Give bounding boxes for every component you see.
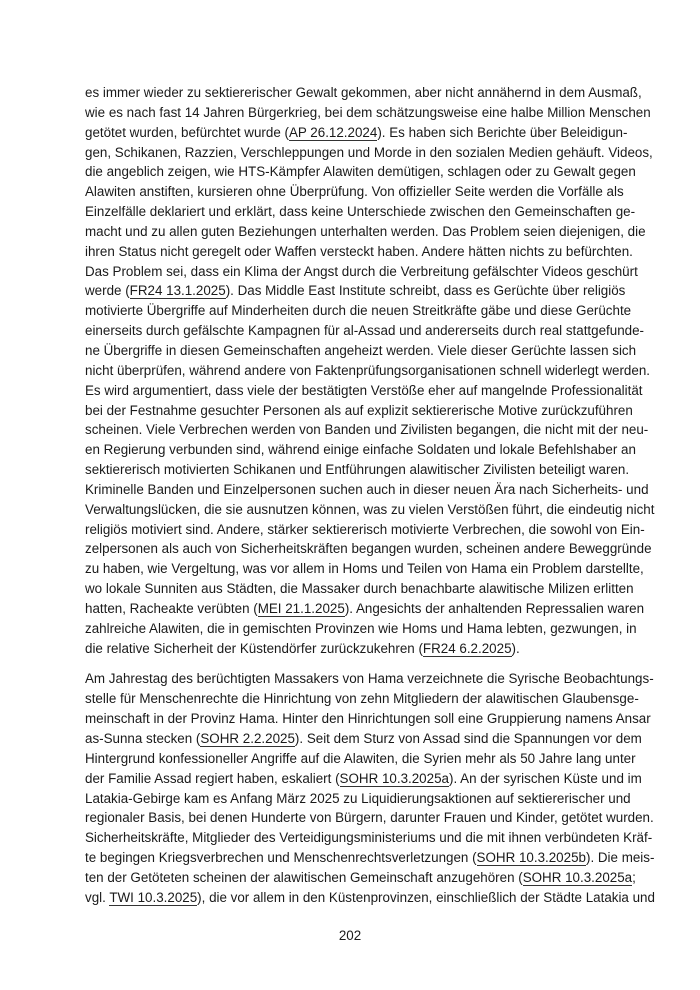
paragraph [85,83,655,658]
text-line [85,440,636,460]
text-segment: Alawiten anstiften, kursieren ohne Überprüfung. Von offizieller Seite werden die Vorfälle als [85,184,624,200]
text-line [85,639,616,659]
citation-link[interactable]: SOHR 10.3.2025a [339,770,449,786]
text-segment: Latakia-Gebirge kam es Anfang März 2025 zu Liquidierungsaktionen auf sektiererischer und [85,790,631,806]
text-segment: scheinen. Viele Verbrechen werden von Banden und Zivilisten begangen, die nicht mit der neu- [85,422,649,438]
text-segment: hatten, Racheakte verübten ( [85,600,258,616]
text-line [85,828,653,848]
text-line [85,361,650,381]
text-segment: die angeblich zeigen, wie HTS-Kämpfer Alawiten demütigen, schlagen oder zu Gewalt gegen [85,164,636,180]
text-segment: Sicherheitskräfte, Mitglieder des Verteidigungsministeriums und die mit ihnen verbündeten Kräf- [85,830,653,846]
text-segment: ihren Status nicht geregelt oder Waffen versteckt haben. Andere hätten nichts zu befürchten. [85,243,633,259]
text-line [85,669,654,689]
text-line [85,888,655,908]
text-segment: ), die vor allem in den Küstenprovinzen, einschließlich der Städte Latakia und [197,889,655,905]
text-segment: as-Sunna stecken ( [85,731,201,746]
text-segment: motivierte Übergriffe auf Minderheiten durch die neuen Streitkräfte gäbe und diese Gerüchte [85,303,632,319]
text-line [85,301,632,321]
citation-link[interactable]: MEI 21.1.2025 [257,600,345,616]
text-line [85,559,644,579]
text-segment: ten der Getöteten scheinen der alawitischen Gemeinschaft anzugehören ( [85,869,523,885]
text-segment: bei der Festnahme gesuchter Personen als auf explizit sektiererische Motive zurückzuführen [85,402,633,418]
text-line [85,103,651,123]
text-segment: einerseits durch gefälschte Kampagnen für al-Assad und andererseits durch real stattgefunde- [85,323,645,339]
text-line [85,381,643,401]
citation-link[interactable]: FR24 6.2.2025 [422,640,512,656]
text-segment: macht und zu allen guten Beziehungen unterhalten werden. Das Problem seien diejenigen, die [85,223,646,239]
text-segment: werde ( [85,283,130,299]
text-segment: stelle für Menschenrechte die Hinrichtung von zehn Mitgliedern der alawitischen Glaubensge- [85,691,639,707]
text-segment: ). Das Middle East Institute schreibt, dass es Gerüchte über religiös [225,283,626,299]
text-line [85,789,631,809]
text-segment: sektiererisch motivierten Schikanen und Entführungen alawitischer Zivilisten beteiligt waren. [85,462,630,478]
text-segment: Kriminelle Banden und Einzelpersonen suchen auch in dieser neuen Ära nach Sicherheits- und [85,481,649,497]
text-segment: Das Problem sei, dass ein Klima der Angst durch die Verbreitung gefälschter Videos geschürt [85,263,638,279]
text-segment: ). Die meis- [585,850,655,866]
text-segment: ). Seit dem Sturz von Assad sind die Spannungen vor dem [294,731,642,746]
text-line [85,321,645,341]
text-line [85,599,645,619]
paragraph [85,669,655,907]
text-line [85,520,645,540]
text-line [85,868,636,888]
text-segment: gen, Schikanen, Razzien, Verschleppungen und Morde in den sozialen Medien gehäuft. Videos, [85,144,653,160]
text-line [85,808,654,828]
text-segment: te begingen Kriegsverbrechen und Menschenrechtsverletzungen ( [85,850,477,866]
text-segment: regionaler Basis, bei denen Hunderte von Bürgern, darunter Frauen und Kinder, getötet wurden. [85,810,654,826]
citation-link[interactable]: TWI 10.3.2025 [109,889,198,905]
text-line [85,749,636,769]
text-line [85,709,651,729]
text-segment: en Regierung verbunden sind, während einige einfache Soldaten und lokale Befehlshaber an [85,442,636,458]
text-line [85,262,638,282]
text-segment: Einzelfälle deklariert und erklärt, dass keine Unterschiede zwischen den Gemeinschaften ge- [85,204,636,220]
text-segment: ). Angesichts der anhaltenden Repressalien waren [344,600,645,616]
text-line [85,480,649,500]
text-line [85,83,642,103]
text-line [85,579,634,599]
text-segment: ). Es haben sich Berichte über Beleidigun- [377,124,628,140]
text-line [85,539,652,559]
text-line [85,281,626,301]
text-segment: religiös motiviert sind. Andere, stärker sektiererisch motivierte Verbrechen, die sowohl von Ein- [85,521,645,537]
text-line [85,143,653,163]
text-segment: meinschaft in der Provinz Hama. Hinter den Hinrichtungen soll eine Gruppierung namens Ansar [85,711,651,727]
text-line [85,420,649,440]
text-line [85,729,642,749]
text-segment: ; [632,869,636,885]
text-segment: zu haben, wie Vergeltung, was vor allem in Homs und Teilen von Hama ein Problem darstellte, [85,561,644,577]
text-segment: ). An der syrischen Küste und im [448,770,642,786]
text-segment: vgl. [85,889,110,905]
text-segment: Verwaltungslücken, die sie ausnutzen können, was zu vielen Verstößen führt, die eindeutig nicht [85,501,655,517]
text-segment: ne Übergriffe in diesen Gemeinschaften angeheizt werden. Viele dieser Gerüchte lassen sich [85,342,637,358]
text-segment: es immer wieder zu sektiererischer Gewalt gekommen, aber nicht annähernd in dem Ausmaß, [85,85,642,100]
citation-link[interactable]: SOHR 10.3.2025b [476,850,586,866]
text-line [85,341,637,361]
text-line [85,222,646,242]
text-line [85,619,637,639]
citation-link[interactable]: SOHR 10.3.2025a [522,869,633,885]
text-line [85,689,639,709]
text-line [85,401,633,421]
text-segment: zahlreiche Alawiten, die in gemischten Provinzen wie Homs und Hama lebten, gezwungen, in [85,620,637,636]
text-line [85,500,655,520]
citation-link[interactable]: FR24 13.1.2025 [129,283,226,299]
text-segment: nicht überprüfen, während andere von Faktenprüfungsorganisationen schnell widerlegt werden. [85,362,650,378]
text-line [85,202,636,222]
text-segment: die relative Sicherheit der Küstendörfer zurückzukehren ( [85,640,423,656]
page-number: 202 [338,928,362,943]
text-segment: Am Jahrestag des berüchtigten Massakers von Hama verzeichnete die Syrische Beobachtungs- [85,671,654,687]
text-segment: wo lokale Sunniten aus Städten, die Massaker durch benachbarte alawitische Milizen erlitten [85,581,634,597]
text-segment: der Familie Assad regiert haben, eskaliert ( [85,770,340,786]
citation-link[interactable]: SOHR 2.2.2025 [200,731,295,746]
text-segment: ). [511,640,520,656]
text-line [85,848,655,868]
text-segment: getötet wurden, befürchtet wurde ( [85,124,289,140]
text-line [85,162,636,182]
text-segment: Hintergrund konfessioneller Angriffe auf die Alawiten, die Syrien mehr als 50 Jahre lang unter [85,750,636,766]
text-segment: wie es nach fast 14 Jahren Bürgerkrieg, bei dem schätzungsweise eine halbe Million Menschen [85,104,651,120]
text-line [85,769,642,789]
text-segment: Es wird argumentiert, dass viele der bestätigten Verstöße eher auf mangelnde Professionalität [85,382,643,398]
text-line [85,182,624,202]
citation-link[interactable]: AP 26.12.2024 [288,124,378,140]
text-line [85,460,630,480]
text-line [85,242,633,262]
text-line [85,123,628,143]
document-body [85,83,655,919]
text-segment: zelpersonen als auch von Sicherheitskräften begangen wurden, scheinen andere Beweggründe [85,541,652,557]
